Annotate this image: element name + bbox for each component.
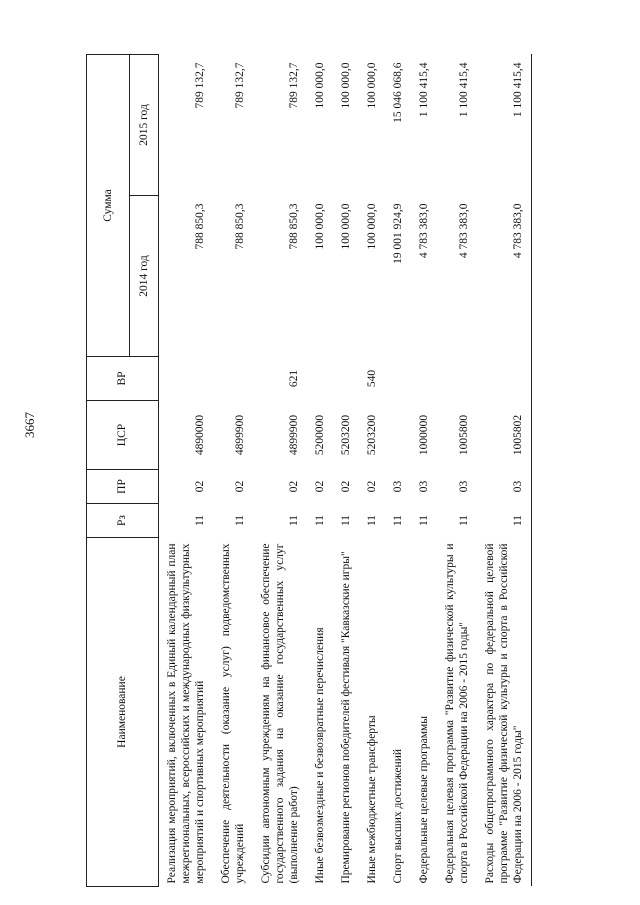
budget-table-sheet <box>86 55 598 887</box>
page-number: 3667 <box>22 412 37 438</box>
cell-2014: 4 783 383,0 <box>418 203 431 259</box>
cell-rz: 11 <box>418 514 431 527</box>
cell-vr <box>333 357 359 401</box>
header-csr: ЦСР <box>87 401 159 470</box>
cell-rz: 11 <box>366 514 379 527</box>
table-row <box>333 54 359 886</box>
header-2015: 2015 год <box>130 54 159 195</box>
cell-csr: 5203200 <box>366 414 379 456</box>
cell-csr: 5200000 <box>314 414 327 456</box>
cell-2014: 100 000,0 <box>340 203 353 250</box>
cell-pr: 03 <box>392 480 405 493</box>
cell-rz: 11 <box>234 514 247 527</box>
header-sum: Сумма <box>87 54 130 356</box>
cell-2015: 789 132,7 <box>194 62 207 109</box>
cell-rz: 11 <box>340 514 353 527</box>
cell-name: Премирование регионов победителей фестиваля "Кавказские игры" <box>340 551 353 884</box>
table-body <box>159 54 532 886</box>
cell-2014: 788 850,3 <box>234 203 247 250</box>
cell-rz: 11 <box>288 514 301 527</box>
cell-vr <box>385 357 411 401</box>
cell-2015: 100 000,0 <box>366 62 379 109</box>
cell-pr: 02 <box>234 480 247 493</box>
table-row <box>253 54 307 886</box>
cell-2014: 100 000,0 <box>366 203 379 250</box>
cell-rz: 11 <box>194 514 207 527</box>
cell-name: Спорт высших достижений <box>392 748 405 884</box>
cell-rz: 11 <box>458 514 471 527</box>
cell-pr: 02 <box>340 480 353 493</box>
cell-2015: 1 100 415,4 <box>477 54 532 195</box>
header-pr: ПР <box>87 470 159 504</box>
cell-pr: 03 <box>418 480 431 493</box>
header-name: Наименование <box>87 538 159 887</box>
cell-2015: 1 100 415,4 <box>458 62 471 118</box>
cell-csr: 1005800 <box>458 414 471 456</box>
cell-2015: 789 132,7 <box>288 62 301 109</box>
table-row <box>159 54 214 886</box>
cell-pr: 03 <box>477 470 532 504</box>
cell-csr: 4899900 <box>234 414 247 456</box>
cell-name: Реализация мероприятий, включенных в Единый календарный план межрегиональных, всероссийских и международных физкультурных мероприятий и спортивных мероприятий <box>166 543 207 884</box>
cell-vr <box>411 357 437 401</box>
cell-csr: 4890000 <box>194 414 207 456</box>
cell-pr: 03 <box>458 480 471 493</box>
cell-csr <box>385 401 411 470</box>
cell-2014: 100 000,0 <box>314 203 327 250</box>
table-row <box>307 54 333 886</box>
cell-pr: 02 <box>194 480 207 493</box>
cell-vr: 540 <box>366 369 379 388</box>
cell-2015: 100 000,0 <box>314 62 327 109</box>
cell-name: Федеральная целевая программа "Развитие физической культуры и спорта в Российской Федерации на 2006 - 2015 годы" <box>444 543 471 884</box>
cell-pr: 02 <box>366 480 379 493</box>
cell-2014: 4 783 383,0 <box>477 196 532 357</box>
header-vr: ВР <box>87 357 159 401</box>
table-row <box>437 54 477 886</box>
cell-csr: 5203200 <box>340 414 353 456</box>
table-row <box>359 54 385 886</box>
header-2014: 2014 год <box>130 196 159 357</box>
cell-name: Субсидии автономным учреждениям на финансовое обеспечение государственного задания на оказание государственных услуг (выполнение работ) <box>260 543 301 884</box>
cell-csr: 1000000 <box>418 414 431 456</box>
table-row <box>477 54 532 886</box>
cell-2014: 788 850,3 <box>288 203 301 250</box>
cell-name: Федеральные целевые программы <box>418 715 431 884</box>
cell-vr <box>477 357 532 401</box>
cell-csr: 1005802 <box>477 401 532 470</box>
table-header <box>87 54 159 886</box>
cell-vr: 621 <box>288 369 301 388</box>
cell-csr: 4899900 <box>288 414 301 456</box>
cell-pr: 02 <box>288 480 301 493</box>
cell-pr: 02 <box>314 480 327 493</box>
header-rz: Рз <box>87 504 159 538</box>
cell-name: Расходы общепрограммного характера по федеральной целевой программе "Развитие физической культуры и спорта в Российской Федерации на 2006 - 2015 годы" <box>477 538 532 887</box>
cell-name: Обеспечение деятельности (оказание услуг) подведомственных учреждений <box>220 543 247 884</box>
cell-2015: 15 046 068,6 <box>392 62 405 123</box>
cell-rz: 11 <box>392 514 405 527</box>
cell-name: Иные межбюджетные трансферты <box>366 715 379 884</box>
table-row <box>411 54 437 886</box>
cell-vr <box>437 357 477 401</box>
cell-vr <box>213 357 253 401</box>
cell-vr <box>307 357 333 401</box>
cell-2015: 1 100 415,4 <box>418 62 431 118</box>
budget-table <box>86 54 532 887</box>
cell-vr <box>159 357 214 401</box>
cell-2015: 789 132,7 <box>234 62 247 109</box>
table-row <box>385 54 411 886</box>
cell-rz: 11 <box>477 504 532 538</box>
cell-2014: 4 783 383,0 <box>458 203 471 259</box>
cell-name: Иные безвозмездные и безвозвратные перечисления <box>314 627 327 884</box>
cell-rz: 11 <box>314 514 327 527</box>
cell-2015: 100 000,0 <box>340 62 353 109</box>
table-row <box>213 54 253 886</box>
cell-2014: 19 001 924,9 <box>392 203 405 264</box>
cell-2014: 788 850,3 <box>194 203 207 250</box>
